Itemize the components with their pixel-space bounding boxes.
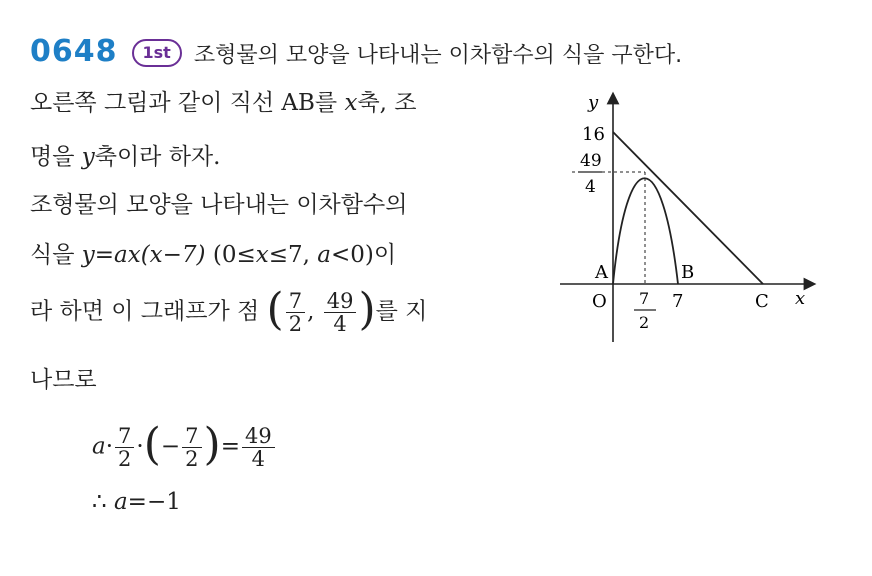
- label-49: 49: [580, 151, 602, 171]
- label-7: 7: [672, 291, 684, 312]
- equation-2: ∴ a=−1: [92, 489, 181, 515]
- label-4: 4: [585, 177, 596, 197]
- problem-header: [30, 30, 682, 72]
- problem-title: 조형물의 모양을 나타내는 이차함수의 식을 구한다.: [193, 42, 683, 68]
- label-a: A: [595, 262, 608, 283]
- x-axis-label: x: [795, 288, 806, 309]
- text-line-5: 라 하면 이 그래프가 점 ( $\frac{7}{2}$ , $\frac{49}{4}$ )를 지: [30, 283, 428, 336]
- equation-1: a· $\frac{7}{2}$ ·(− $\frac{7}{2}$ )= $\frac{49}{4}$: [92, 425, 277, 470]
- label-7half-num: 7: [639, 289, 650, 308]
- text-line-1: 오른쪽 그림과 같이 직선 AB를 x축, 조: [30, 90, 417, 116]
- label-16: 16: [582, 124, 605, 145]
- fraction-7-2: $\frac{7}{2}$: [286, 290, 305, 335]
- label-b: B: [681, 262, 695, 283]
- text-line-6: 나므로: [30, 367, 97, 393]
- y-axis-label: y: [588, 92, 599, 113]
- text-line-2: 명을 y축이라 하자.: [30, 144, 221, 170]
- fraction-49-4: $\frac{49}{4}$: [324, 290, 357, 335]
- level-badge: 1st: [132, 39, 182, 67]
- text-line-3: 조형물의 모양을 나타내는 이차함수의: [30, 192, 408, 218]
- text-line-4: 식을 y=ax(x−7) (0≤x≤7, a<0)이: [30, 242, 397, 268]
- label-origin: O: [592, 291, 607, 312]
- label-c: C: [755, 291, 769, 312]
- label-7half-den: 2: [639, 313, 650, 332]
- problem-number: 0648: [30, 33, 118, 69]
- parabola-figure: [552, 82, 832, 352]
